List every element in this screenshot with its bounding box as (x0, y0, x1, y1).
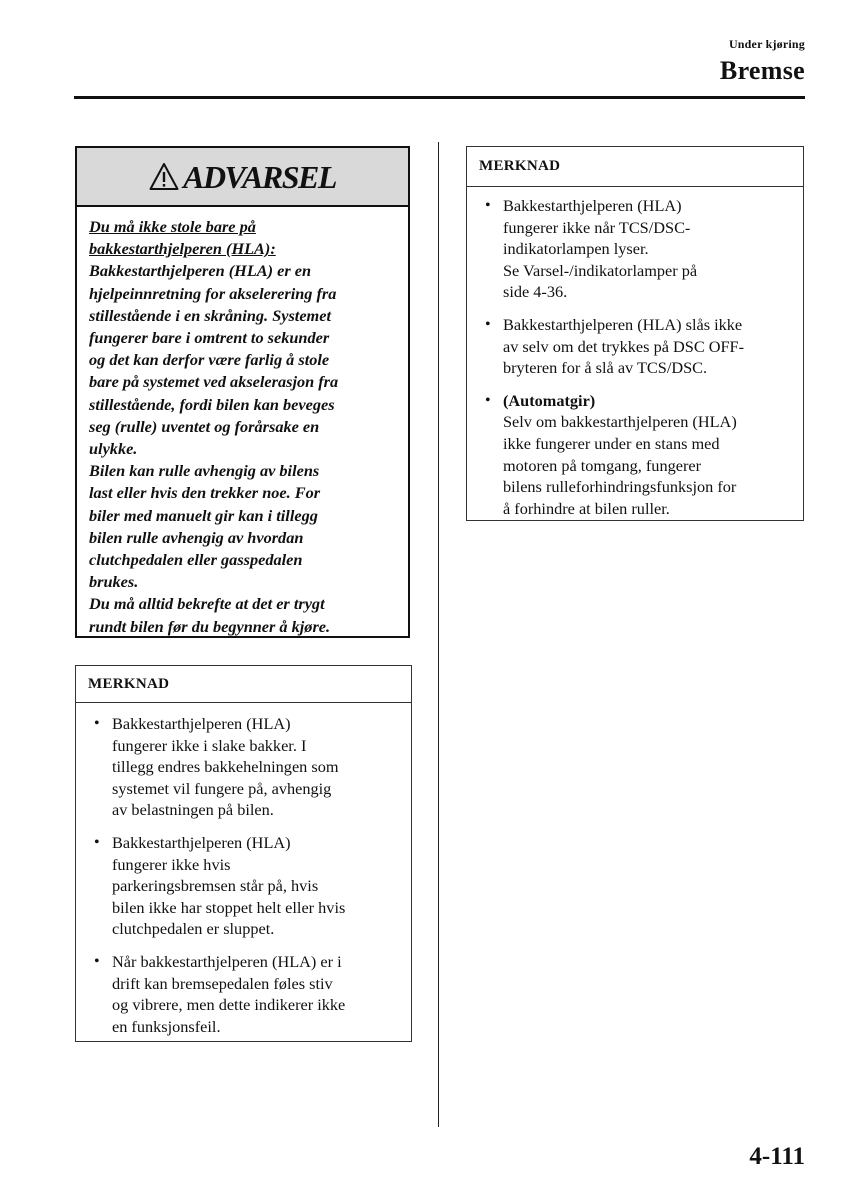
note-item-line: bryteren for å slå av TCS/DSC. (503, 358, 708, 378)
bullet-icon: • (485, 315, 491, 333)
warning-text-line: stillestående, fordi bilen kan beveges (89, 394, 335, 414)
note-item-line: av selv om det trykkes på DSC OFF- (503, 336, 745, 356)
warning-title: ADVARSEL (183, 158, 336, 195)
warning-text-line: Bilen kan rulle avhengig av bilens (89, 461, 320, 481)
warning-text-line: clutchpedalen eller gasspedalen (89, 550, 303, 570)
page-title: Bremse (719, 56, 805, 85)
warning-text-line: stillestående i en skråning. Systemet (89, 305, 331, 325)
note-list-item (479, 390, 793, 520)
warning-heading-line: bakkestarthjelperen (HLA): (89, 239, 276, 259)
warning-header (77, 148, 408, 207)
note-list-item (88, 951, 401, 1037)
note-item-line: fungerer ikke i slake bakker. I (112, 735, 307, 755)
note-item-line: fungerer ikke når TCS/DSC- (503, 217, 691, 237)
warning-text-line: seg (rulle) uventet og forårsake en (89, 416, 320, 436)
note-list-item (479, 195, 793, 303)
note-item-line: Selv om bakkestarthjelperen (HLA) (503, 412, 737, 432)
note-title: MERKNAD (467, 147, 803, 187)
note-item-line: Bakkestarthjelperen (HLA) slås ikke (503, 314, 743, 334)
note-item-line: bilens rulleforhindringsfunksjon for (503, 477, 737, 497)
note-box-right (466, 146, 804, 521)
warning-text-line: Du må alltid bekrefte at det er trygt (89, 594, 325, 614)
header-rule (74, 96, 805, 99)
note-item-line: en funksjonsfeil. (112, 1016, 221, 1036)
warning-text-line: Bakkestarthjelperen (HLA) er en (89, 261, 312, 281)
note-item-line: indikatorlampen lyser. (503, 239, 649, 259)
warning-text-line: hjelpeinnretning for akselerering fra (89, 283, 337, 303)
note-item-line: bilen ikke har stoppet helt eller hvis (112, 897, 346, 917)
warning-text-line: brukes. (89, 572, 139, 592)
warning-text-line: rundt bilen før du begynner å kjøre. (89, 616, 331, 636)
note-item-line: av belastningen på bilen. (112, 800, 274, 820)
warning-triangle-icon (149, 162, 179, 192)
section-label: Under kjøring (728, 37, 805, 51)
bullet-icon: • (94, 952, 100, 970)
note-item-line: systemet vil fungere på, avhengig (112, 778, 332, 798)
note-item-line: motoren på tomgang, fungerer (503, 455, 702, 475)
bullet-icon: • (94, 715, 100, 732)
warning-text-line: bilen rulle avhengig av hvordan (89, 527, 304, 547)
warning-text-line: biler med manuelt gir kan i tillegg (89, 505, 318, 525)
note-list-item (479, 314, 793, 379)
warning-text-line: fungerer bare i omtrent to sekunder (89, 328, 330, 348)
note-list-item (88, 713, 401, 821)
note-list-item (88, 832, 401, 940)
warning-body (77, 207, 408, 638)
warning-text-line: og det kan derfor være farlig å stole (89, 350, 330, 370)
note-list (467, 187, 803, 519)
column-divider (438, 142, 439, 1127)
warning-box (75, 146, 410, 638)
warning-text-line: last eller hvis den trekker noe. For (89, 483, 321, 503)
note-item-line: side 4-36. (503, 282, 568, 302)
note-item-line: og vibrere, men dette indikerer ikke (112, 995, 346, 1015)
note-item-line: clutchpedalen er sluppet. (112, 919, 275, 939)
note-item-line: Bakkestarthjelperen (HLA) (112, 832, 291, 852)
note-list (76, 703, 411, 1037)
bullet-icon: • (485, 197, 491, 214)
page-number: 4-111 (749, 1143, 805, 1170)
note-item-line: Se Varsel-/indikatorlamper på (503, 260, 698, 280)
note-item-line: ikke fungerer under en stans med (503, 433, 720, 453)
note-box-left (75, 665, 412, 1042)
note-item-line: parkeringsbremsen står på, hvis (112, 876, 319, 896)
note-item-line: Bakkestarthjelperen (HLA) (112, 714, 291, 733)
note-item-line: Bakkestarthjelperen (HLA) (503, 196, 682, 215)
note-item-line: tillegg endres bakkehelningen som (112, 757, 339, 777)
note-item-line: Når bakkestarthjelperen (HLA) er i (112, 951, 342, 971)
bullet-icon: • (94, 833, 100, 851)
warning-text-line: bare på systemet ved akselerasjon fra (89, 372, 339, 392)
note-item-line: fungerer ikke hvis (112, 854, 231, 874)
warning-heading-line: Du må ikke stole bare på (89, 217, 256, 236)
note-item-line: drift kan bremsepedalen føles stiv (112, 973, 333, 993)
bullet-icon: • (485, 391, 491, 409)
note-item-heading: (Automatgir) (503, 390, 596, 410)
note-item-line: å forhindre at bilen ruller. (503, 498, 670, 518)
note-title: MERKNAD (76, 666, 411, 703)
warning-text-line: ulykke. (89, 439, 138, 459)
